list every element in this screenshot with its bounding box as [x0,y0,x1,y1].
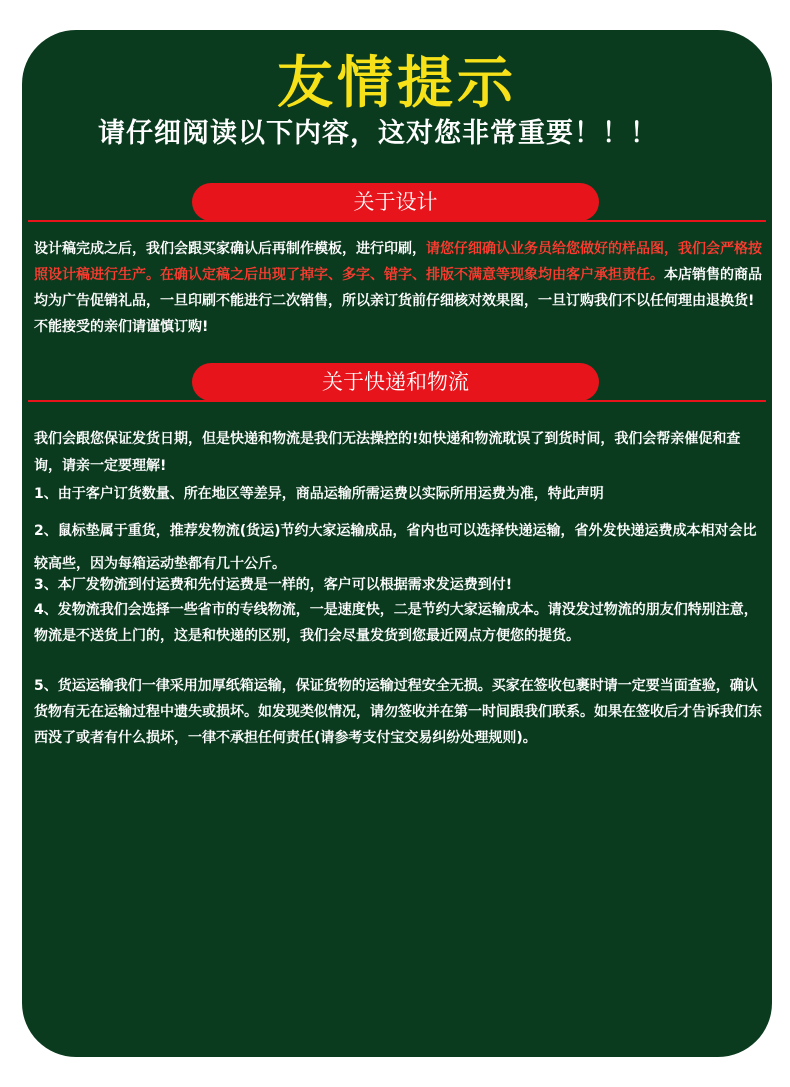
page-title: 友情提示 [277,51,517,116]
design-text-part3: 本店销售的商品均为广告促销礼品，一旦印刷不能进行二次销售，所以亲订货前仔细核对效果图，一旦订购我们不以任何理由退换货!不能接受的亲们请谨慎订购! [34,267,762,335]
page-subtitle: 请仔细阅读以下内容，这对您非常重要！！！ [98,118,658,149]
shipping-item-5: 5、货运运输我们一律采用加厚纸箱运输，保证货物的运输过程安全无损。买家在签收包裹时请一定要当面查验，确认货物有无在运输过程中遗失或损坏。如发现类似情况，请勿签收并在第一时间跟我们联系。如果在签收后才告诉我们东西没了或者有什么损坏，一律不承担任何责任(请参考支付宝交易纠纷处理规则)。 [34,678,762,746]
shipping-item-3: 3、本厂发物流到付运费和先付运费是一样的，客户可以根据需求发运费到付! [34,577,513,593]
design-warning-text: 请您仔细确认业务员给您做好的样品图，我们会严格按照设计稿进行生产。在确认定稿之后出现了掉字、多字、错字、排版不满意等现象均由客户承担责任。 [34,241,762,283]
notice-panel [22,30,772,1057]
design-paragraph [34,236,762,340]
section-heading-shipping: 关于快递和物流 [192,363,599,401]
shipping-intro: 我们会跟您保证发货日期，但是快递和物流是我们无法操控的!如快递和物流耽误了到货时间，我们会帮亲催促和查询，请亲一定要理解! [34,431,741,474]
shipping-item-2: 2、鼠标垫属于重货，推荐发物流(货运)节约大家运输成品，省内也可以选择快递运输，省外发快递运费成本相对会比较高些，因为每箱运动垫都有几十公斤。 [34,523,757,572]
shipping-item-4: 4、发物流我们会选择一些省市的专线物流，一是速度快，二是节约大家运输成本。请没发过物流的朋友们特别注意，物流是不送货上门的，这是和快递的区别，我们会尽量发货到您最近网点方便您的提货。 [34,602,758,644]
design-text-part1: 设计稿完成之后，我们会跟买家确认后再制作模板，进行印刷， [34,241,426,257]
shipping-item-1: 1、由于客户订货数量、所在地区等差异，商品运输所需运费以实际所用运费为准，特此声明 [34,486,604,502]
section-heading-design: 关于设计 [192,183,599,221]
